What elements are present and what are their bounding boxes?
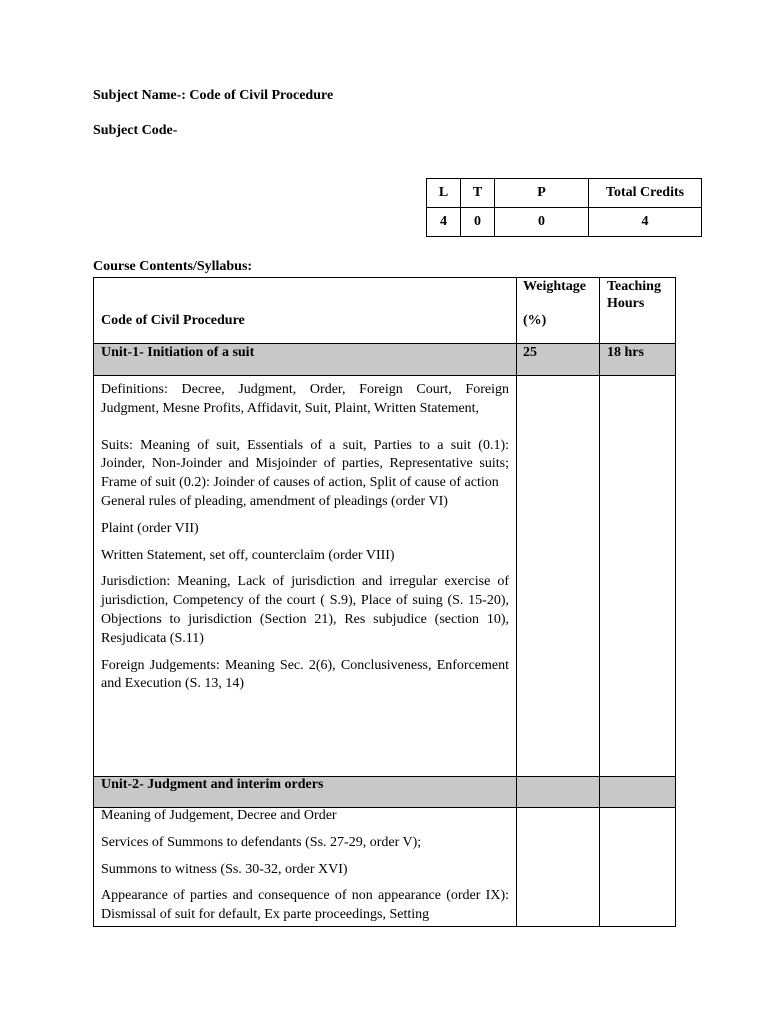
teaching-hours-header-line1: Teaching <box>607 279 661 294</box>
credits-header-row <box>427 179 702 208</box>
weightage-header: Weightage <box>523 279 586 294</box>
unit1-title: Unit-1- Initiation of a suit <box>101 345 255 360</box>
unit1-paragraph: Plaint (order VII) <box>101 520 199 536</box>
unit1-weightage: 25 <box>523 345 537 360</box>
course-contents-label: Course Contents/Syllabus: <box>93 259 253 274</box>
syllabus-table <box>93 277 676 927</box>
credits-value-t: 0 <box>461 208 495 237</box>
unit2-content <box>101 807 509 927</box>
credits-value-l: 4 <box>427 208 461 237</box>
row-divider <box>94 375 675 376</box>
weightage-unit: (%) <box>523 313 547 328</box>
credits-table <box>426 178 702 237</box>
unit1-paragraph: Suits: Meaning of suit, Essentials of a suit, Parties to a suit (0.1): Joinder, Non-Joinder and Misjoinder of parties, Representative suits; Frame of suit (0.2): Joinder of causes of action, Split of cause of action <box>101 437 509 491</box>
column-divider <box>516 278 517 926</box>
unit1-paragraph: General rules of pleading, amendment of pleadings (order VI) <box>101 493 448 509</box>
unit1-paragraph: Jurisdiction: Meaning, Lack of jurisdiction and irregular exercise of jurisdiction, Competency of the court ( S.9), Place of suing (S. 15-20), Objections to jurisdiction (Section 21), Res subjudice (section 10), Resjudicata (S.11) <box>101 574 509 646</box>
unit2-paragraph: Appearance of parties and consequence of non appearance (order IX): Dismissal of suit for default, Ex parte proceedings, Setting <box>101 888 509 923</box>
credits-header-t: T <box>461 179 495 208</box>
credits-header-l: L <box>427 179 461 208</box>
column-divider <box>599 278 600 926</box>
subject-code: Subject Code- <box>93 123 178 138</box>
unit1-paragraph: Written Statement, set off, counterclaim (order VIII) <box>101 547 395 563</box>
credits-header-total: Total Credits <box>589 179 702 208</box>
credits-value-total: 4 <box>589 208 702 237</box>
syllabus-header-title: Code of Civil Procedure <box>101 313 245 328</box>
unit1-hours: 18 hrs <box>607 345 644 360</box>
unit2-paragraph: Meaning of Judgement, Decree and Order <box>101 808 337 823</box>
unit1-paragraph: Foreign Judgements: Meaning Sec. 2(6), Conclusiveness, Enforcement and Execution (S. 13, 14) <box>101 657 509 692</box>
subject-name: Subject Name-: Code of Civil Procedure <box>93 88 334 103</box>
unit1-paragraph: Definitions: Decree, Judgment, Order, Foreign Court, Foreign Judgment, Mesne Profits, Affidavit, Suit, Plaint, Written Statement, <box>101 382 509 416</box>
unit2-title: Unit-2- Judgment and interim orders <box>101 777 324 792</box>
unit1-content <box>101 381 509 694</box>
credits-value-row <box>427 208 702 237</box>
credits-header-p: P <box>495 179 589 208</box>
teaching-hours-header-line2: Hours <box>607 296 645 311</box>
unit2-paragraph: Summons to witness (Ss. 30-32, order XVI) <box>101 861 348 877</box>
unit2-paragraph: Services of Summons to defendants (Ss. 27-29, order V); <box>101 834 422 850</box>
credits-value-p: 0 <box>495 208 589 237</box>
